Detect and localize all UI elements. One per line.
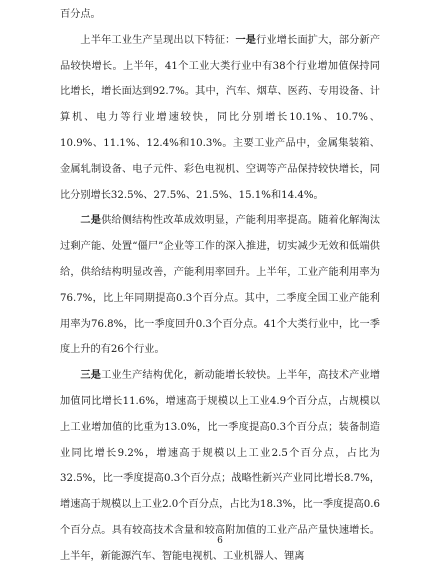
body-text bbox=[60, 2, 380, 570]
paragraph-lead: 二是 bbox=[80, 215, 102, 227]
paragraph-text: 工业生产结构优化，新动能增长较快。上半年，高技术产业增加值同比增长11.6%，增速高于规模以上工业4.9个百分点，占规模以上工业增加值的比重为13.0%，比一季度提高0.3个百分点；装备制造业同比增长9.2%，增速高于规模以上工业2.5个百分点，占比为32.5%，比一季度提高0.3个百分点；战略性新兴产业同比增长8.7%，增速高于规模以上工业2.0个百分点，占比为18.3%，比一季度提高0.6个百分点。具有较高技术含量和较高附加值的工业产品产量快速增长。上半年，新能源汽车、智能电视机、工业机器人、锂离 bbox=[60, 370, 381, 562]
paragraph-lead: 三是 bbox=[80, 370, 102, 382]
paragraph-continuation bbox=[60, 2, 380, 28]
paragraph-lead: 一是 bbox=[235, 34, 257, 46]
paragraph-text: 行业增长面扩大，部分新产品较快增长。上半年，41个工业大类行业中有38个行业增加值保持同比增长，增长面达到92.7%。其中，汽车、烟草、医药、专用设备、计算机、电力等行业增速较快，同比分别增长10.1%、10.7%、10.9%、11.1%、12.4%和10.3%。主要工业产品中，金属集装箱、金属轧制设备、电子元件、彩色电视机、空调等产品保持较快增长，同比分别增长32.5%、27.5%、21.5%、15.1%和14.4%。 bbox=[60, 34, 381, 201]
paragraph-intro: 上半年工业生产呈现出以下特征： bbox=[80, 34, 236, 46]
paragraph-two bbox=[60, 208, 380, 363]
paragraph-one bbox=[60, 28, 380, 209]
paragraph-text: 百分点。 bbox=[60, 9, 101, 20]
page-number: 6 bbox=[217, 536, 223, 546]
paragraph-text: 供给侧结构性改革成效明显，产能利用率提高。随着化解淘汰过剩产能、处置“僵尸”企业等工作的深入推进，切实减少无效和低端供给，供给结构明显改善，产能利用率回升。上半年，工业产能利用率为76.7%，比上年同期提高0.3个百分点。其中，二季度全国工业产能利用率为76.8%，比一季度回升0.3个百分点。41个大类行业中，比一季度上升的有26个行业。 bbox=[60, 215, 381, 356]
